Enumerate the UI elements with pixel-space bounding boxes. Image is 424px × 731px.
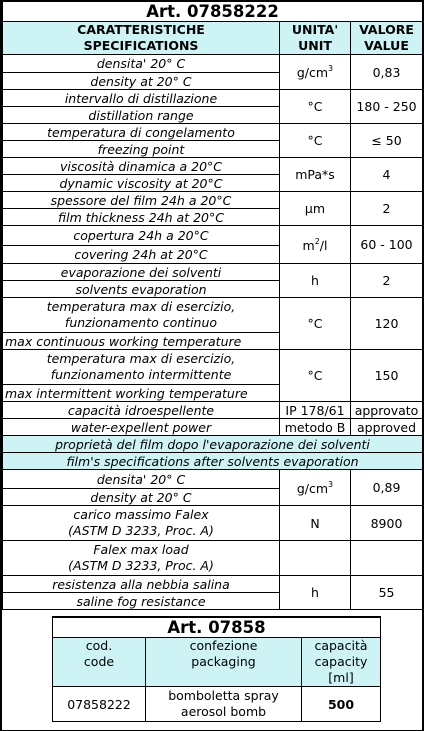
- header-capacity: capacità capacity [ml]: [302, 638, 381, 687]
- header-value: VALORE VALUE: [351, 22, 423, 55]
- spec-row-falex: carico massimo Falex (ASTM D 3233, Proc. A) N 8900: [3, 506, 423, 541]
- spec-row-freezing: temperatura di congelamento °C ≤ 50: [3, 124, 423, 141]
- spec-row-density: densita' 20° C $g/cm^3$ 0,83: [3, 55, 423, 73]
- spec-row-max-continuous: temperatura max di esercizio, funzionamento continuo °C 120: [3, 298, 423, 333]
- packaging-table: [52, 616, 381, 722]
- spec-row-density-after: densita' 20° C $g/cm^3$ 0,89: [3, 470, 423, 489]
- packaging-row: 07858222 bomboletta spray aerosol bomb 500: [53, 687, 381, 722]
- unit-covering: $m^2/l$: [280, 226, 351, 264]
- value-density: 0,83: [351, 55, 423, 90]
- spec-row-distillation: intervallo di distillazione °C 180 - 250: [3, 90, 423, 107]
- spec-row-water-expellent: capacità idroespellente IP 178/61 approvato: [3, 402, 423, 419]
- unit-density: $g/cm^3$: [280, 55, 351, 90]
- header-unit: UNITA' UNIT: [280, 22, 351, 55]
- spec-row-viscosity: viscosità dinamica a 20°C mPa*s 4: [3, 158, 423, 175]
- after-evaporation-note: proprietà del film dopo l'evaporazione dei solventi: [3, 436, 423, 453]
- packaging-title: Art. 07858: [53, 617, 381, 638]
- header-characteristics: CARATTERISTICHE SPECIFICATIONS: [3, 22, 280, 55]
- spec-row-evaporation: evaporazione dei solventi h 2: [3, 264, 423, 281]
- spec-row-covering: copertura 24h a 20°C $m^2/l$ 60 - 100: [3, 226, 423, 246]
- specifications-table: Art. 07858222 CARATTERISTICHE SPECIFICATIONS UNITA' UNIT VALORE VALUE densita' 20° C $g/cm^3$ 0,83 density at 20° C intervallo di distillazione °C 180 - 250 distillation range temperatura di congelamento °C ≤ 50 freezing point viscosità dinamica a 20°C mPa*s 4 dynamic viscosity at 20°C spessore del film 24h a 20°C µm 2 film thickness 24h at 20°C copertura 24h a 20°C $m^2/l$ 60 - 100 covering 24h at 20°C evaporazione dei solventi h 2 solvents evaporation temperatura max di esercizio, funzionamento continuo °C 120 max continuous working temperature temperatura max di esercizio, funzionamento intermittente °C 150 max intermittent working temperature capacità idroespellente IP 178/61 approvato water-expellent power metodo B approved proprietà del film dopo l'evaporazione dei solventi film's specifications after solvents evaporation densita' 20° C $g/cm^3$ 0,89 density at 20° C carico massimo Falex (ASTM D 3233, Proc. A) N 8900 Falex max load (ASTM D 3233, Proc. A) resistenza alla nebbia salina h 55 saline fog resistance: [2, 0, 423, 610]
- header-packaging: confezione packaging: [146, 638, 302, 687]
- spec-row-thickness: spessore del film 24h a 20°C µm 2: [3, 192, 423, 209]
- article-title: Art. 07858222: [3, 1, 423, 22]
- header-code: cod. code: [53, 638, 146, 687]
- spec-row-max-intermittent: temperatura max di esercizio, funzionamento intermittente °C 150: [3, 350, 423, 385]
- spec-row-salt-fog: resistenza alla nebbia salina h 55: [3, 576, 423, 593]
